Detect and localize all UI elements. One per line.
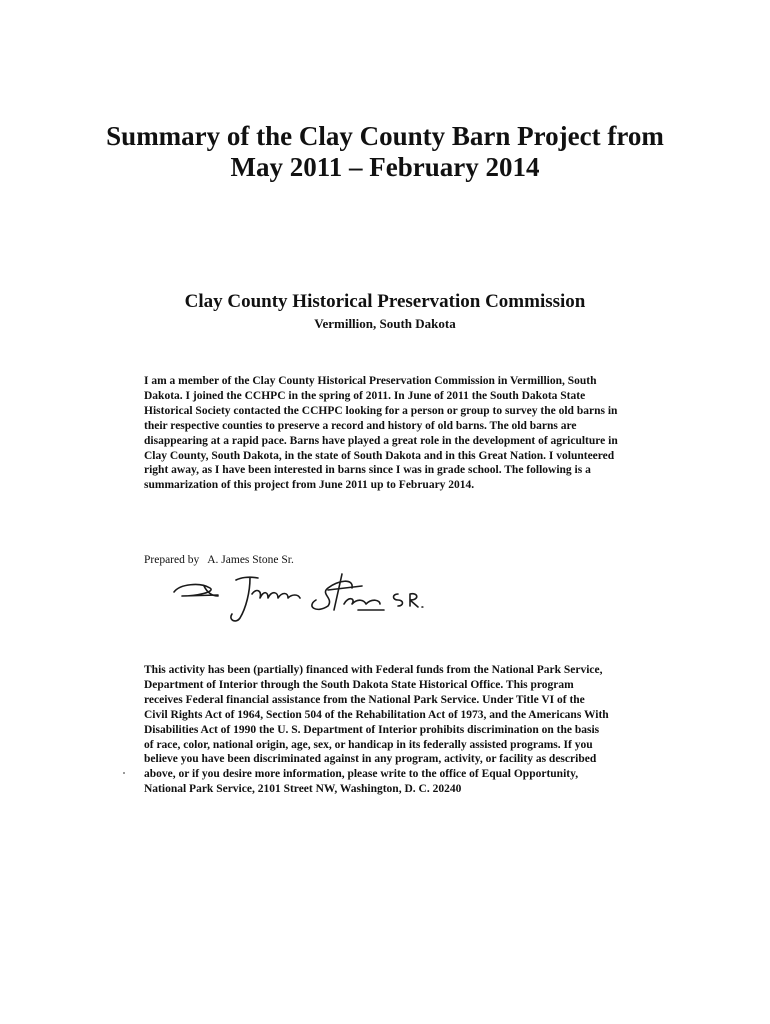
organization-heading: Clay County Historical Preservation Commission	[184, 291, 586, 312]
scan-speck	[123, 772, 125, 774]
organization-location: Vermillion, South Dakota	[314, 316, 456, 331]
prepared-by-line	[144, 553, 294, 567]
title-line-2: May 2011 – February 2014	[230, 152, 540, 182]
document-title	[0, 121, 770, 183]
signature-image	[166, 570, 436, 630]
intro-paragraph: I am a member of the Clay County Historical Preservation Commission in Vermillion, South Dakota. I joined the CCHPC in the spring of 2011. In June of 2011 the South Dakota State Historical Society contacted the CCHPC looking for a person or group to survey the old barns in their respective counties to preserve a record and history of old barns. The old barns are disappearing at a rapid pace. Barns have played a great role in the development of agriculture in Clay County, South Dakota, in the state of South Dakota and in this Great Nation. I volunteered right away, as I have been interested in barns since I was in grade school. The following is a summarization of this project from June 2011 up to February 2014.	[144, 375, 618, 492]
funding-disclaimer: This activity has been (partially) financed with Federal funds from the National Park Service, Department of Interior through the South Dakota State Historical Office. This program receives Federal financial assistance from the National Park Service. Under Title VI of the Civil Rights Act of 1964, Section 504 of the Rehabilitation Act of 1973, and the Americans With Disabilities Act of 1990 the U. S. Department of Interior prohibits discrimination on the basis of race, color, national origin, age, sex, or handicap in its federally assisted programs. If you believe you have been discriminated against in any program, activity, or facility as described above, or if you desire more information, please write to the office of Equal Opportunity, National Park Service, 2101 Street NW, Washington, D. C. 20240	[144, 664, 609, 796]
prepared-by-label: Prepared by	[144, 554, 200, 566]
title-line-1: Summary of the Clay County Barn Project from	[106, 121, 664, 151]
prepared-by-name: A. James Stone Sr.	[207, 554, 294, 566]
